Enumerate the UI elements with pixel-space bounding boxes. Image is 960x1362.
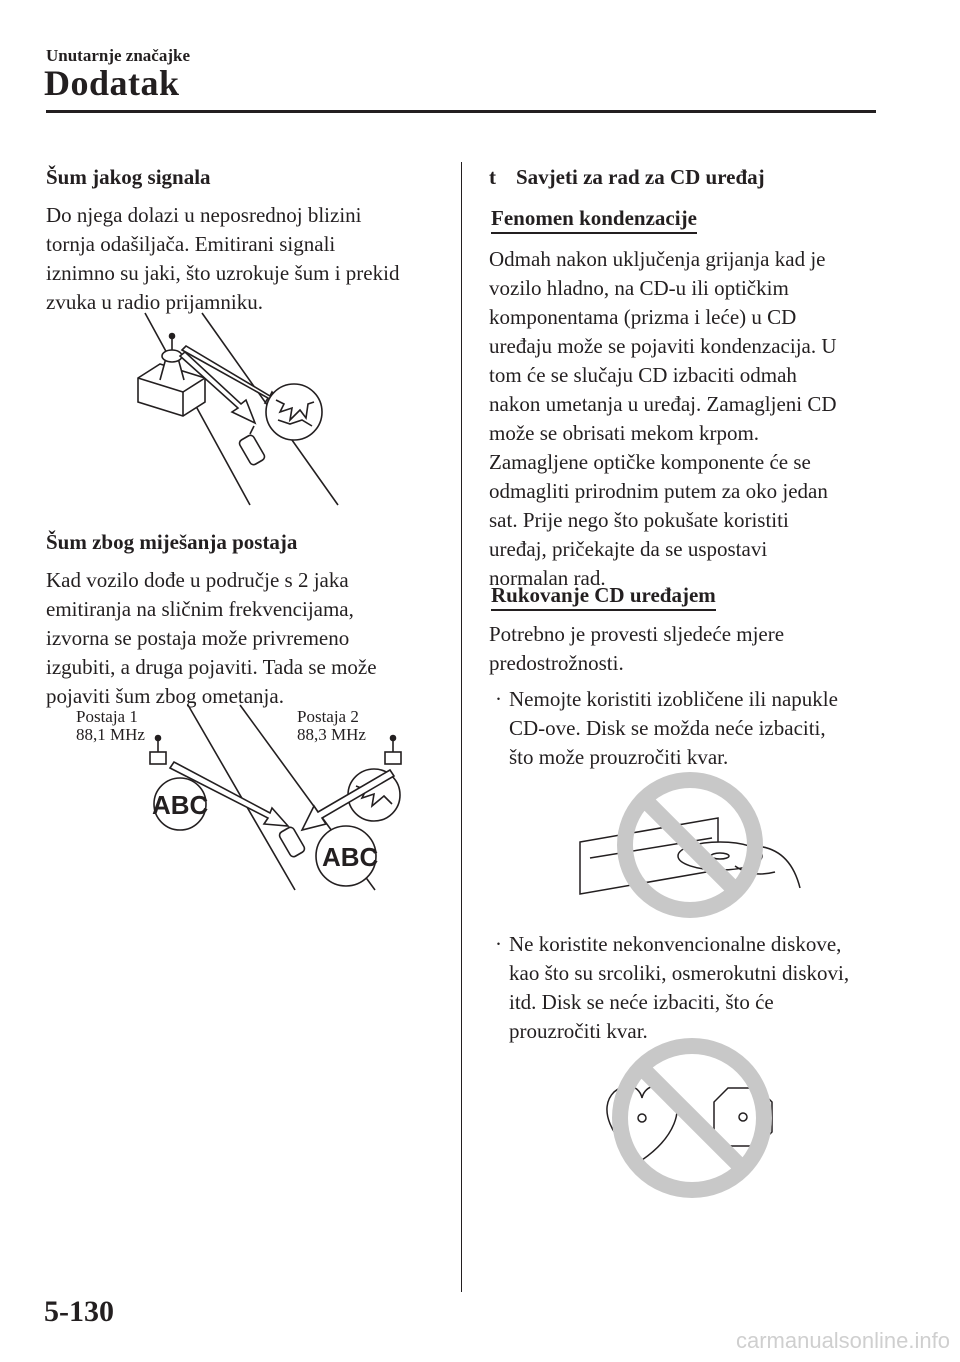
page-title: Dodatak (44, 63, 180, 103)
station1-frequency: 88,1 MHz (76, 725, 145, 744)
heading-station-interference: Šum zbog miješanja postaja (46, 530, 298, 554)
text-line: Ne koristite nekonvencionalne diskove, (509, 932, 842, 956)
section-kicker: Unutarnje značajke (46, 46, 191, 65)
text-line: zvuka u radio prijamniku. (46, 290, 263, 314)
text-line: CD-ove. Disk se možda neće izbaciti, (509, 716, 826, 740)
abc-glyphs: ABC (152, 790, 209, 820)
section-marker: t (489, 165, 496, 189)
abc-glyphs-mixed: ABC (322, 842, 379, 872)
heading-strong-signal-noise: Šum jakog signala (46, 165, 211, 189)
section-title-cd-tips: Savjeti za rad za CD uređaj (516, 165, 765, 189)
page-number: 5-130 (44, 1295, 114, 1328)
text-line: prouzročiti kvar. (509, 1019, 648, 1043)
text-line: izvorna se postaja može privremeno (46, 626, 350, 650)
watermark: carmanualsonline.info (735, 1328, 950, 1353)
text-line: predostrožnosti. (489, 651, 624, 675)
text-line: emitiranja na sličnim frekvencijama, (46, 597, 354, 621)
text-line: kao što su srcoliki, osmerokutni diskovi, (509, 961, 850, 985)
text-line: može se obrisati mekom krpom. (489, 421, 760, 445)
text-line: uređaju može se pojaviti kondenzacija. U (489, 334, 837, 358)
text-line: Kad vozilo dođe u područje s 2 jaka (46, 568, 349, 592)
text-line: nakon umetanja u uređaj. Zamagljeni CD (489, 392, 837, 416)
text-line: uređaj, pričekajte da se uspostavi (489, 537, 768, 561)
text-line: tornja odašiljača. Emitirani signali (46, 232, 336, 256)
station2-frequency: 88,3 MHz (297, 725, 366, 744)
text-line: izgubiti, a druga pojaviti. Tada se može (46, 655, 377, 679)
text-line: normalan rad. (489, 566, 606, 590)
text-line: odmagliti prirodnim putem za oko jedan (489, 479, 828, 503)
text-line: Nemojte koristiti izobličene ili napukle (509, 687, 838, 711)
text-line: što može prouzročiti kvar. (509, 745, 729, 769)
text-line: iznimno su jaki, što uzrokuje šum i prekid (46, 261, 400, 285)
text-line: komponentama (prizma i leće) u CD (489, 305, 797, 329)
text-line: vozilo hladno, na CD-u ili optičkim (489, 276, 789, 300)
text-line: sat. Prije nego što pokušate koristiti (489, 508, 789, 532)
text-line: Potrebno je provesti sljedeće mjere (489, 622, 785, 646)
subheading-condensation: Fenomen kondenzacije (491, 206, 697, 234)
bullet-dot: · (495, 687, 502, 711)
station1-name: Postaja 1 (76, 707, 138, 726)
bullet-dot: · (495, 932, 502, 956)
text-line: pojaviti šum zbog ometanja. (46, 684, 284, 708)
text-line: Do njega dolazi u neposrednoj blizini (46, 203, 362, 227)
text-line: Odmah nakon uključenja grijanja kad je (489, 247, 826, 271)
station2-name: Postaja 2 (297, 707, 359, 726)
text-line: tom će se slučaju CD izbaciti odmah (489, 363, 797, 387)
subheading-cd-handling: Rukovanje CD uređajem (491, 583, 716, 611)
text-line: Zamagljene optičke komponente će se (489, 450, 811, 474)
text-line: itd. Disk se neće izbaciti, što će (509, 990, 774, 1014)
